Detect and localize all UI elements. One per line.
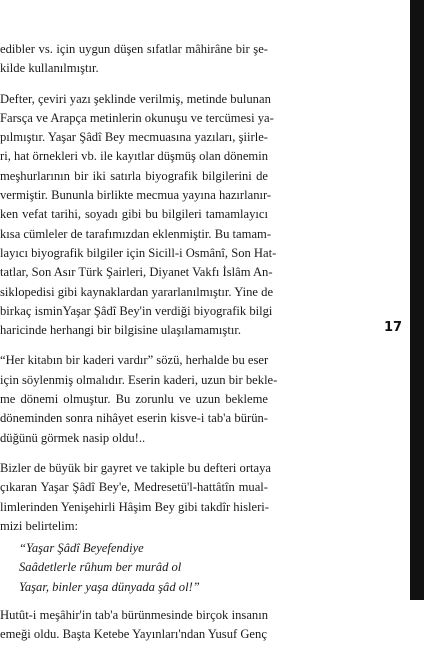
paragraph-translation-note <box>0 90 277 341</box>
text-line: kısa cümleler de tarafımızdan eklenmiştir. Bu tamam- <box>0 226 272 241</box>
paragraph-closing <box>0 606 268 645</box>
text-line: kilde kullanılmıştır. <box>0 61 99 76</box>
poem-line: Yaşar, binler yaşa dünyada şâd ol!” <box>19 579 200 594</box>
poem-line: “Yaşar Şâdî Beyefendiye <box>19 541 144 556</box>
paragraph-intro <box>0 40 268 79</box>
text-line: me dönemi olmuştur. Bu zorunlu ve uzun bekleme <box>0 392 268 407</box>
text-line: vermiştir. Bununla birlikte mecmua yayına hazırlanır- <box>0 188 272 203</box>
text-line: haricinde herhangi bir bilgisine ulaşılamamıştır. <box>0 323 241 338</box>
text-line: düğünü görmek nasip oldu!.. <box>0 430 146 445</box>
text-line: Bizler de büyük bir gayret ve takiple bu defteri ortaya <box>0 460 272 475</box>
text-line: pılmıştır. Yaşar Şâdî Bey mecmuasına yazıları, şiirle- <box>0 130 268 145</box>
text-line: birkaç isminYaşar Şâdî Bey'in verdiği biyografik bilgi <box>0 303 273 318</box>
text-line: emeği oldu. Başta Ketebe Yayınları'ndan Yusuf Genç <box>0 627 267 642</box>
text-line: için söylenmiş olmalıdır. Eserin kaderi, uzun bir bekle- <box>0 372 278 387</box>
text-line: layıcı biyografik bilgiler için Sicill-i Osmânî, Son Hat- <box>0 245 277 260</box>
text-line: “Her kitabın bir kaderi vardır” sözü, herhalde bu eser <box>0 353 269 368</box>
text-line: ken vefat tarihi, soyadı gibi bu bilgileri tamamlayıcı <box>0 207 268 222</box>
text-line: limlerinden Yenişehirli Hâşim Bey gibi takdîr hisleri- <box>0 499 269 514</box>
page-number: 17 <box>384 320 403 335</box>
margin-edge-bar <box>410 0 424 600</box>
text-line: Defter, çeviri yazı şeklinde verilmiş, metinde bulunan <box>0 91 271 106</box>
body-text <box>0 40 278 656</box>
text-line: Hutût-i meşâhir'in tab'a bürünmesinde birçok insanın <box>0 608 268 623</box>
paragraph-fate <box>0 351 278 447</box>
text-line: ri, hat örnekleri vb. ile kayıtlar düşmüş olan dönemin <box>0 149 268 164</box>
text-line: meşhurlarının bir iki satırla biyografik bilgilerini de <box>0 168 268 183</box>
poem-line: Saâdetlerle rûhum ber murâd ol <box>19 560 182 575</box>
text-line: döneminden sonra nihâyet eserin kisve-i tab'a bürün- <box>0 411 268 426</box>
text-line: edibler vs. için uygun düşen sıfatlar mâhirâne bir şe- <box>0 42 268 56</box>
text-line: tatlar, Son Asır Türk Şairleri, Diyanet Vakfı İslâm An- <box>0 265 273 280</box>
paragraph-gratitude <box>0 459 272 536</box>
text-line: mizi belirtelim: <box>0 518 78 533</box>
text-line: çıkaran Yaşar Şâdî Bey'e, Medresetü'l-hattâtîn mual- <box>0 480 268 495</box>
text-line: Farsça ve Arapça metinlerin okunuşu ve tercümesi ya- <box>0 110 274 125</box>
text-line: siklopedisi gibi kaynaklardan yararlanılmıştır. Yine de <box>0 284 274 299</box>
poem-quote <box>19 539 268 597</box>
